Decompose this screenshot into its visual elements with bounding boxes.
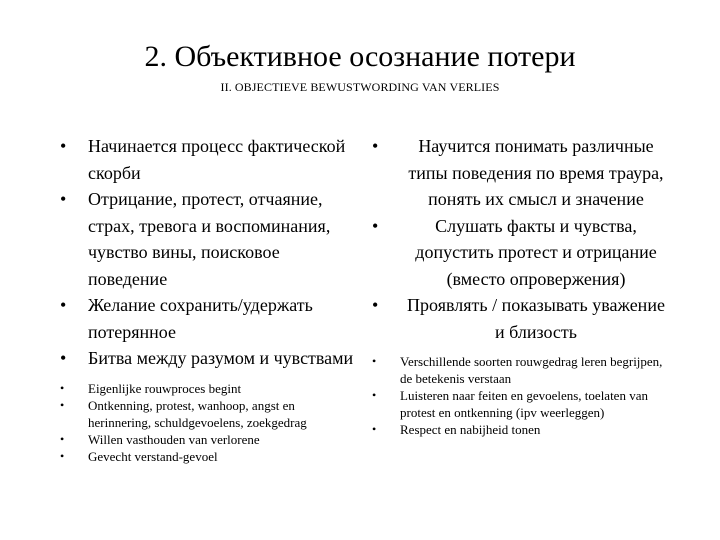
list-item bbox=[60, 186, 360, 292]
list-item bbox=[372, 353, 672, 387]
bullet-icon: • bbox=[60, 295, 67, 315]
left-dutch-list bbox=[60, 380, 360, 465]
list-item bbox=[372, 213, 672, 293]
list-item bbox=[372, 387, 672, 421]
list-item bbox=[372, 133, 672, 213]
bullet-icon: • bbox=[372, 422, 377, 436]
right-dutch-list bbox=[372, 353, 672, 438]
bullet-icon: • bbox=[372, 295, 379, 315]
list-item bbox=[60, 448, 360, 465]
slide-subtitle: II. OBJECTIEVE BEWUSTWORDING VAN VERLIES bbox=[220, 80, 500, 94]
list-item-text: Willen vasthouden van verlorene bbox=[88, 431, 260, 447]
list-item-text: Научится понимать различные типы поведения по время траура, понять их смысл и значение bbox=[408, 136, 664, 209]
bullet-icon: • bbox=[60, 397, 65, 412]
list-item-text: Luisteren naar feiten en gevoelens, toelaten van protest en ontkenning (ipv weerleggen) bbox=[400, 388, 648, 420]
bullet-icon: • bbox=[60, 431, 65, 446]
left-russian-list bbox=[60, 133, 360, 372]
right-russian-list bbox=[372, 133, 672, 345]
list-item bbox=[60, 292, 360, 345]
list-item-text: Проявлять / показывать уважение и близость bbox=[407, 295, 665, 342]
list-item-text: Eigenlijke rouwproces begint bbox=[88, 380, 242, 396]
list-item-text: Начинается процесс фактической скорби bbox=[88, 136, 346, 183]
list-item-text: Verschillende soorten rouwgedrag leren begrijpen, de betekenis verstaan bbox=[400, 354, 663, 386]
list-item-text: Respect en nabijheid tonen bbox=[400, 422, 541, 437]
list-item bbox=[60, 397, 360, 431]
list-item-text: Слушать факты и чувства, допустить протест и отрицание (вместо опровержения) bbox=[415, 215, 657, 289]
list-item-text: Желание сохранить/удержать потерянное bbox=[88, 295, 313, 342]
list-item bbox=[372, 421, 672, 438]
list-item bbox=[60, 133, 360, 186]
bullet-icon: • bbox=[60, 380, 65, 395]
list-item-text: Gevecht verstand-gevoel bbox=[88, 448, 218, 464]
left-column bbox=[60, 133, 360, 465]
list-item bbox=[60, 431, 360, 448]
bullet-icon: • bbox=[60, 189, 67, 209]
bullet-icon: • bbox=[372, 354, 377, 368]
bullet-icon: • bbox=[60, 348, 67, 368]
list-item bbox=[372, 292, 672, 345]
bullet-icon: • bbox=[372, 136, 379, 156]
slide-title: 2. Объективное осознание потери bbox=[144, 40, 576, 73]
bullet-icon: • bbox=[60, 448, 65, 463]
list-item bbox=[60, 380, 360, 397]
right-column bbox=[372, 133, 672, 438]
bullet-icon: • bbox=[60, 136, 67, 156]
list-item bbox=[60, 345, 360, 372]
bullet-icon: • bbox=[372, 215, 379, 236]
list-item-text: Битва между разумом и чувствами bbox=[88, 348, 354, 368]
list-item-text: Ontkenning, protest, wanhoop, angst en herinnering, schuldgevoelens, zoekgedrag bbox=[88, 397, 307, 430]
bullet-icon: • bbox=[372, 388, 377, 402]
list-item-text: Отрицание, протест, отчаяние, страх, тревога и воспоминания, чувство вины, поисковое поведение bbox=[88, 189, 331, 289]
